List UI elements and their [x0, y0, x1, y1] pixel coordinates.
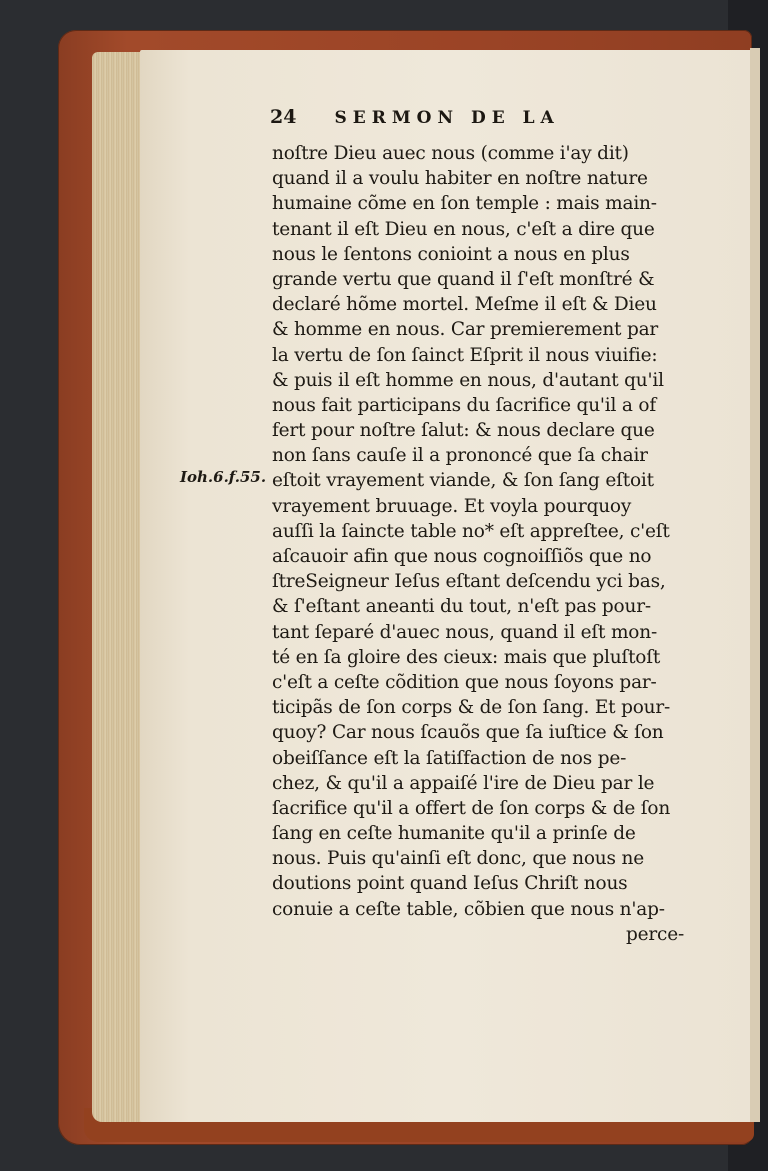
page-right-edge: [750, 48, 760, 1122]
text-line: obeiſſance eſt la ſatiſfaction de nos pe-: [272, 747, 627, 769]
text-line: doutions point quand Ieſus Chriſt nous: [272, 873, 628, 895]
text-line: noſtre Dieu auec nous (comme i'ay dit): [272, 143, 629, 164]
text-line: chez, & qu'il a appaiſé l'ire de Dieu par le: [272, 772, 655, 794]
text-line: humaine cõme en ſon temple : mais main-: [272, 193, 657, 215]
text-line: ſang en ceſte humanite qu'il a prinſe de: [272, 823, 636, 845]
text-line: & puis il eſt homme en nous, d'autant qu'il: [272, 369, 664, 391]
text-line: quoy? Car nous ſcauõs que ſa iuſtice & ſon: [272, 722, 664, 744]
text-line: ſtreSeigneur Ieſus eſtant deſcendu yci bas,: [272, 571, 666, 593]
text-line: fert pour noſtre ſalut: & nous declare que: [272, 420, 655, 442]
text-block: [272, 141, 692, 947]
text-line: & ſ'eſtant aneanti du tout, n'eſt pas pour-: [272, 596, 651, 618]
text-line: vrayement bruuage. Et voyla pourquoy: [272, 495, 632, 517]
marginal-note: Ioh.6.f.55.: [180, 468, 267, 486]
text-line: nous fait participans du ſacrifice qu'il a of: [272, 394, 656, 416]
text-line: auſſi la ſaincte table no* eſt appreſtee, c'eſt: [272, 520, 670, 542]
text-line: declaré hõme mortel. Meſme il eſt & Dieu: [272, 294, 657, 316]
text-line: té en ſa gloire des cieux: mais que pluſtoſt: [272, 646, 661, 668]
running-head: [270, 106, 620, 136]
text-line: nous. Puis qu'ainſi eſt donc, que nous ne: [272, 848, 644, 870]
text-line: eſtoit vrayement viande, & ſon ſang eſtoit: [272, 470, 654, 492]
text-line: la vertu de ſon ſainct Eſprit il nous viuifie:: [272, 344, 658, 366]
text-line: conuie a ceſte table, cõbien que nous n'ap-: [272, 898, 665, 920]
text-line: & homme en nous. Car premierement par: [272, 319, 659, 341]
text-line: c'eſt a ceſte cõdition que nous ſoyons par-: [272, 671, 657, 693]
text-line: aſcauoir afin que nous cognoiſſiõs que no: [272, 546, 652, 567]
running-title: SERMON DE LA: [334, 108, 560, 128]
text-line: ſacrifice qu'il a offert de ſon corps & de ſon: [272, 797, 671, 819]
text-line: ticipãs de ſon corps & de ſon ſang. Et pour-: [272, 697, 671, 719]
catchword: perce-: [626, 923, 684, 945]
text-line: tant ſeparé d'auec nous, quand il eſt mon-: [272, 621, 658, 643]
text-line: grande vertu que quand il ſ'eſt monſtré &: [272, 268, 655, 290]
text-line: non ſans cauſe il a prononcé que ſa chair: [272, 445, 648, 467]
page-number: 24: [270, 106, 297, 128]
text-line: tenant il eſt Dieu en nous, c'eſt a dire que: [272, 218, 655, 240]
text-line: quand il a voulu habiter en noſtre nature: [272, 168, 648, 190]
text-line: nous le ſentons conioint a nous en plus: [272, 243, 630, 265]
